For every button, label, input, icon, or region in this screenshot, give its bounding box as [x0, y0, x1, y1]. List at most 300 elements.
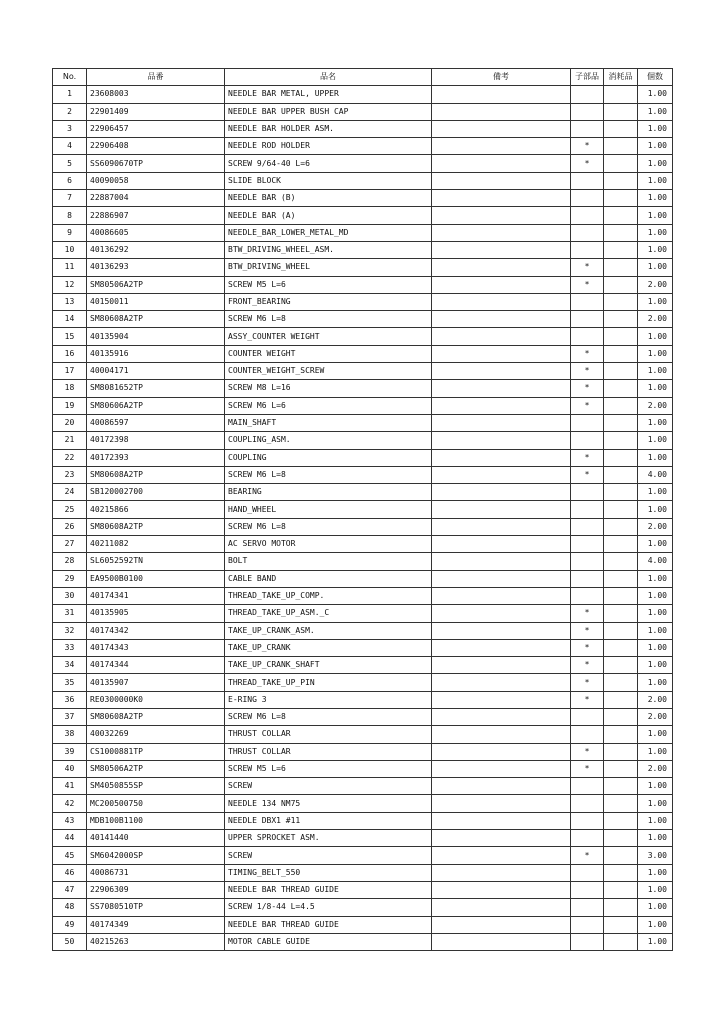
cell-quantity: 1.00: [638, 622, 673, 639]
cell-consumable: [604, 933, 638, 950]
cell-sub-part: [571, 518, 604, 535]
table-row: [53, 380, 673, 397]
cell-quantity: 1.00: [638, 812, 673, 829]
cell-consumable: [604, 570, 638, 587]
table-row: [53, 778, 673, 795]
table-row: [53, 605, 673, 622]
cell-part-no: CS1000881TP: [87, 743, 225, 760]
cell-part-no: RE0300000K0: [87, 691, 225, 708]
table-row: [53, 138, 673, 155]
cell-consumable: [604, 553, 638, 570]
cell-remarks: [432, 190, 571, 207]
cell-quantity: 1.00: [638, 155, 673, 172]
cell-no: 39: [53, 743, 87, 760]
table-row: [53, 587, 673, 604]
cell-sub-part: *: [571, 259, 604, 276]
cell-remarks: [432, 639, 571, 656]
cell-sub-part: [571, 553, 604, 570]
table-row: [53, 899, 673, 916]
cell-part-no: 40215263: [87, 933, 225, 950]
cell-part-name: NEEDLE ROD HOLDER: [225, 138, 432, 155]
cell-part-no: 40174344: [87, 657, 225, 674]
cell-quantity: 1.00: [638, 138, 673, 155]
cell-part-name: THREAD_TAKE_UP_PIN: [225, 674, 432, 691]
cell-part-no: 40086731: [87, 864, 225, 881]
table-row: [53, 708, 673, 725]
cell-remarks: [432, 847, 571, 864]
cell-part-no: SL6052592TN: [87, 553, 225, 570]
cell-sub-part: [571, 933, 604, 950]
table-row: [53, 916, 673, 933]
cell-quantity: 1.00: [638, 743, 673, 760]
cell-quantity: 1.00: [638, 432, 673, 449]
cell-quantity: 1.00: [638, 501, 673, 518]
table-row: [53, 172, 673, 189]
cell-sub-part: [571, 207, 604, 224]
cell-no: 3: [53, 120, 87, 137]
cell-part-no: 40090058: [87, 172, 225, 189]
table-row: [53, 674, 673, 691]
cell-no: 12: [53, 276, 87, 293]
cell-part-no: MDB100B1100: [87, 812, 225, 829]
header-part-no: 品番: [87, 69, 225, 86]
cell-consumable: [604, 518, 638, 535]
cell-consumable: [604, 916, 638, 933]
cell-sub-part: [571, 708, 604, 725]
cell-part-no: 40172398: [87, 432, 225, 449]
header-no: No.: [53, 69, 87, 86]
cell-part-name: MAIN_SHAFT: [225, 414, 432, 431]
cell-remarks: [432, 812, 571, 829]
cell-consumable: [604, 605, 638, 622]
cell-sub-part: [571, 120, 604, 137]
cell-sub-part: [571, 484, 604, 501]
cell-quantity: 1.00: [638, 657, 673, 674]
cell-quantity: 1.00: [638, 916, 673, 933]
table-row: [53, 830, 673, 847]
cell-no: 43: [53, 812, 87, 829]
table-row: [53, 397, 673, 414]
cell-sub-part: [571, 328, 604, 345]
cell-consumable: [604, 501, 638, 518]
cell-part-no: 40136293: [87, 259, 225, 276]
cell-part-name: COUNTER_WEIGHT_SCREW: [225, 363, 432, 380]
cell-remarks: [432, 674, 571, 691]
table-row: [53, 241, 673, 258]
cell-consumable: [604, 345, 638, 362]
cell-sub-part: [571, 311, 604, 328]
table-row: [53, 207, 673, 224]
cell-remarks: [432, 293, 571, 310]
cell-sub-part: [571, 103, 604, 120]
cell-quantity: 1.00: [638, 172, 673, 189]
table-row: [53, 345, 673, 362]
cell-quantity: 1.00: [638, 605, 673, 622]
cell-consumable: [604, 103, 638, 120]
cell-quantity: 1.00: [638, 639, 673, 656]
cell-no: 11: [53, 259, 87, 276]
cell-consumable: [604, 311, 638, 328]
cell-sub-part: [571, 172, 604, 189]
cell-part-no: 40032269: [87, 726, 225, 743]
cell-no: 6: [53, 172, 87, 189]
cell-sub-part: *: [571, 691, 604, 708]
cell-no: 9: [53, 224, 87, 241]
cell-sub-part: *: [571, 622, 604, 639]
cell-remarks: [432, 622, 571, 639]
header-remarks: 備考: [432, 69, 571, 86]
cell-no: 2: [53, 103, 87, 120]
cell-consumable: [604, 276, 638, 293]
cell-quantity: 1.00: [638, 241, 673, 258]
cell-part-name: COUNTER WEIGHT: [225, 345, 432, 362]
cell-part-name: MOTOR CABLE GUIDE: [225, 933, 432, 950]
cell-part-no: SM8081652TP: [87, 380, 225, 397]
cell-no: 48: [53, 899, 87, 916]
cell-remarks: [432, 363, 571, 380]
cell-sub-part: *: [571, 345, 604, 362]
cell-part-no: EA9500B0100: [87, 570, 225, 587]
cell-part-name: NEEDLE BAR UPPER BUSH CAP: [225, 103, 432, 120]
cell-no: 33: [53, 639, 87, 656]
cell-consumable: [604, 674, 638, 691]
cell-part-name: SCREW 1/8-44 L=4.5: [225, 899, 432, 916]
cell-part-no: 40174341: [87, 587, 225, 604]
cell-no: 20: [53, 414, 87, 431]
cell-no: 32: [53, 622, 87, 639]
table-row: [53, 103, 673, 120]
cell-quantity: 4.00: [638, 466, 673, 483]
cell-quantity: 1.00: [638, 328, 673, 345]
cell-part-name: COUPLING_ASM.: [225, 432, 432, 449]
cell-part-no: 22901409: [87, 103, 225, 120]
cell-part-name: SCREW: [225, 847, 432, 864]
cell-no: 17: [53, 363, 87, 380]
cell-sub-part: [571, 587, 604, 604]
table-row: [53, 293, 673, 310]
cell-quantity: 1.00: [638, 190, 673, 207]
table-header-row: [53, 69, 673, 86]
cell-sub-part: *: [571, 276, 604, 293]
cell-quantity: 1.00: [638, 414, 673, 431]
cell-consumable: [604, 414, 638, 431]
cell-sub-part: [571, 190, 604, 207]
cell-part-name: SCREW M6 L=8: [225, 708, 432, 725]
table-row: [53, 276, 673, 293]
cell-sub-part: *: [571, 847, 604, 864]
table-row: [53, 484, 673, 501]
cell-no: 37: [53, 708, 87, 725]
cell-part-no: SM80506A2TP: [87, 760, 225, 777]
cell-no: 27: [53, 536, 87, 553]
cell-quantity: 2.00: [638, 760, 673, 777]
cell-sub-part: [571, 241, 604, 258]
cell-part-name: SLIDE BLOCK: [225, 172, 432, 189]
cell-remarks: [432, 345, 571, 362]
cell-part-no: 40172393: [87, 449, 225, 466]
table-row: [53, 881, 673, 898]
cell-no: 31: [53, 605, 87, 622]
cell-part-name: THRUST COLLAR: [225, 743, 432, 760]
table-row: [53, 795, 673, 812]
cell-remarks: [432, 933, 571, 950]
cell-part-no: 40174342: [87, 622, 225, 639]
cell-quantity: 1.00: [638, 674, 673, 691]
cell-quantity: 1.00: [638, 120, 673, 137]
cell-part-name: NEEDLE BAR (A): [225, 207, 432, 224]
cell-no: 14: [53, 311, 87, 328]
cell-quantity: 1.00: [638, 293, 673, 310]
cell-quantity: 1.00: [638, 363, 673, 380]
cell-sub-part: [571, 864, 604, 881]
cell-consumable: [604, 795, 638, 812]
cell-remarks: [432, 916, 571, 933]
cell-sub-part: [571, 293, 604, 310]
cell-remarks: [432, 103, 571, 120]
cell-consumable: [604, 224, 638, 241]
cell-sub-part: *: [571, 639, 604, 656]
cell-sub-part: [571, 501, 604, 518]
cell-sub-part: [571, 795, 604, 812]
cell-no: 41: [53, 778, 87, 795]
cell-part-no: 40086605: [87, 224, 225, 241]
cell-part-no: 40135916: [87, 345, 225, 362]
cell-consumable: [604, 830, 638, 847]
cell-quantity: 1.00: [638, 259, 673, 276]
cell-no: 47: [53, 881, 87, 898]
cell-quantity: 1.00: [638, 881, 673, 898]
cell-quantity: 1.00: [638, 484, 673, 501]
cell-part-no: 22906309: [87, 881, 225, 898]
cell-part-no: 40174349: [87, 916, 225, 933]
cell-sub-part: [571, 432, 604, 449]
cell-quantity: 1.00: [638, 449, 673, 466]
cell-sub-part: *: [571, 466, 604, 483]
cell-consumable: [604, 207, 638, 224]
cell-quantity: 2.00: [638, 397, 673, 414]
cell-consumable: [604, 432, 638, 449]
cell-consumable: [604, 466, 638, 483]
cell-sub-part: [571, 830, 604, 847]
cell-part-no: SM80608A2TP: [87, 466, 225, 483]
cell-part-no: SM80506A2TP: [87, 276, 225, 293]
cell-remarks: [432, 328, 571, 345]
cell-part-no: SB120002700: [87, 484, 225, 501]
cell-no: 36: [53, 691, 87, 708]
cell-remarks: [432, 605, 571, 622]
cell-remarks: [432, 657, 571, 674]
cell-part-no: SM4050855SP: [87, 778, 225, 795]
cell-part-name: SCREW M6 L=8: [225, 466, 432, 483]
cell-consumable: [604, 397, 638, 414]
cell-consumable: [604, 864, 638, 881]
cell-part-name: THREAD_TAKE_UP_ASM._C: [225, 605, 432, 622]
cell-part-no: SM80608A2TP: [87, 311, 225, 328]
cell-remarks: [432, 726, 571, 743]
table-row: [53, 155, 673, 172]
cell-part-name: THRUST COLLAR: [225, 726, 432, 743]
cell-consumable: [604, 726, 638, 743]
cell-remarks: [432, 587, 571, 604]
cell-part-no: SM80608A2TP: [87, 708, 225, 725]
cell-remarks: [432, 570, 571, 587]
cell-part-name: NEEDLE BAR THREAD GUIDE: [225, 916, 432, 933]
cell-remarks: [432, 553, 571, 570]
header-quantity: 個数: [638, 69, 673, 86]
cell-part-name: BTW_DRIVING_WHEEL: [225, 259, 432, 276]
cell-no: 45: [53, 847, 87, 864]
cell-part-name: TAKE_UP_CRANK: [225, 639, 432, 656]
cell-quantity: 1.00: [638, 103, 673, 120]
table-row: [53, 639, 673, 656]
cell-no: 34: [53, 657, 87, 674]
cell-quantity: 2.00: [638, 311, 673, 328]
table-row: [53, 259, 673, 276]
cell-remarks: [432, 536, 571, 553]
cell-part-name: THREAD_TAKE_UP_COMP.: [225, 587, 432, 604]
cell-remarks: [432, 241, 571, 258]
cell-consumable: [604, 120, 638, 137]
cell-part-name: SCREW M5 L=6: [225, 276, 432, 293]
cell-sub-part: [571, 726, 604, 743]
cell-remarks: [432, 830, 571, 847]
cell-consumable: [604, 812, 638, 829]
table-row: [53, 657, 673, 674]
cell-quantity: 2.00: [638, 691, 673, 708]
cell-sub-part: [571, 224, 604, 241]
cell-sub-part: [571, 536, 604, 553]
cell-quantity: 1.00: [638, 864, 673, 881]
cell-remarks: [432, 484, 571, 501]
cell-sub-part: *: [571, 760, 604, 777]
cell-consumable: [604, 691, 638, 708]
cell-remarks: [432, 691, 571, 708]
cell-no: 16: [53, 345, 87, 362]
cell-part-no: 40215866: [87, 501, 225, 518]
cell-consumable: [604, 881, 638, 898]
cell-quantity: 1.00: [638, 587, 673, 604]
cell-no: 23: [53, 466, 87, 483]
cell-remarks: [432, 432, 571, 449]
cell-part-name: SCREW: [225, 778, 432, 795]
cell-consumable: [604, 708, 638, 725]
cell-consumable: [604, 622, 638, 639]
table-row: [53, 691, 673, 708]
table-row: [53, 760, 673, 777]
cell-quantity: 3.00: [638, 847, 673, 864]
table-row: [53, 224, 673, 241]
cell-part-no: SS6090670TP: [87, 155, 225, 172]
cell-consumable: [604, 639, 638, 656]
cell-sub-part: *: [571, 449, 604, 466]
table-row: [53, 190, 673, 207]
table-row: [53, 449, 673, 466]
cell-consumable: [604, 847, 638, 864]
cell-no: 26: [53, 518, 87, 535]
table-row: [53, 120, 673, 137]
cell-remarks: [432, 172, 571, 189]
cell-no: 44: [53, 830, 87, 847]
cell-sub-part: *: [571, 674, 604, 691]
cell-quantity: 1.00: [638, 570, 673, 587]
cell-part-name: CABLE BAND: [225, 570, 432, 587]
cell-part-no: 40141440: [87, 830, 225, 847]
cell-sub-part: *: [571, 363, 604, 380]
cell-sub-part: [571, 414, 604, 431]
cell-consumable: [604, 190, 638, 207]
cell-part-name: UPPER SPROCKET ASM.: [225, 830, 432, 847]
cell-part-no: 40135907: [87, 674, 225, 691]
header-consumable: 消耗品: [604, 69, 638, 86]
table-row: [53, 933, 673, 950]
cell-remarks: [432, 138, 571, 155]
cell-consumable: [604, 657, 638, 674]
cell-part-name: NEEDLE BAR HOLDER ASM.: [225, 120, 432, 137]
cell-part-name: TAKE_UP_CRANK_SHAFT: [225, 657, 432, 674]
cell-part-name: SCREW 9/64-40 L=6: [225, 155, 432, 172]
cell-remarks: [432, 778, 571, 795]
cell-part-name: NEEDLE DBX1 #11: [225, 812, 432, 829]
table-row: [53, 466, 673, 483]
table-row: [53, 553, 673, 570]
cell-consumable: [604, 899, 638, 916]
cell-quantity: 1.00: [638, 86, 673, 103]
cell-remarks: [432, 743, 571, 760]
cell-sub-part: [571, 778, 604, 795]
cell-remarks: [432, 795, 571, 812]
cell-part-no: 22906408: [87, 138, 225, 155]
cell-no: 24: [53, 484, 87, 501]
cell-part-no: 40086597: [87, 414, 225, 431]
cell-sub-part: *: [571, 743, 604, 760]
cell-no: 18: [53, 380, 87, 397]
cell-no: 1: [53, 86, 87, 103]
table-row: [53, 311, 673, 328]
cell-part-no: 22906457: [87, 120, 225, 137]
cell-no: 30: [53, 587, 87, 604]
cell-consumable: [604, 259, 638, 276]
cell-quantity: 1.00: [638, 224, 673, 241]
cell-no: 38: [53, 726, 87, 743]
cell-part-name: AC SERVO MOTOR: [225, 536, 432, 553]
cell-no: 46: [53, 864, 87, 881]
cell-remarks: [432, 466, 571, 483]
cell-remarks: [432, 449, 571, 466]
cell-part-name: NEEDLE BAR METAL, UPPER: [225, 86, 432, 103]
cell-remarks: [432, 86, 571, 103]
cell-part-name: NEEDLE BAR THREAD GUIDE: [225, 881, 432, 898]
cell-sub-part: *: [571, 155, 604, 172]
cell-no: 21: [53, 432, 87, 449]
cell-part-name: BOLT: [225, 553, 432, 570]
cell-remarks: [432, 414, 571, 431]
cell-part-no: SM80606A2TP: [87, 397, 225, 414]
cell-part-no: 40004171: [87, 363, 225, 380]
table-row: [53, 726, 673, 743]
table-row: [53, 622, 673, 639]
cell-no: 8: [53, 207, 87, 224]
table-row: [53, 812, 673, 829]
cell-consumable: [604, 587, 638, 604]
table-row: [53, 864, 673, 881]
cell-part-name: TIMING_BELT_550: [225, 864, 432, 881]
cell-part-no: 23608003: [87, 86, 225, 103]
table-row: [53, 501, 673, 518]
cell-no: 5: [53, 155, 87, 172]
cell-sub-part: *: [571, 657, 604, 674]
cell-sub-part: [571, 916, 604, 933]
cell-remarks: [432, 207, 571, 224]
